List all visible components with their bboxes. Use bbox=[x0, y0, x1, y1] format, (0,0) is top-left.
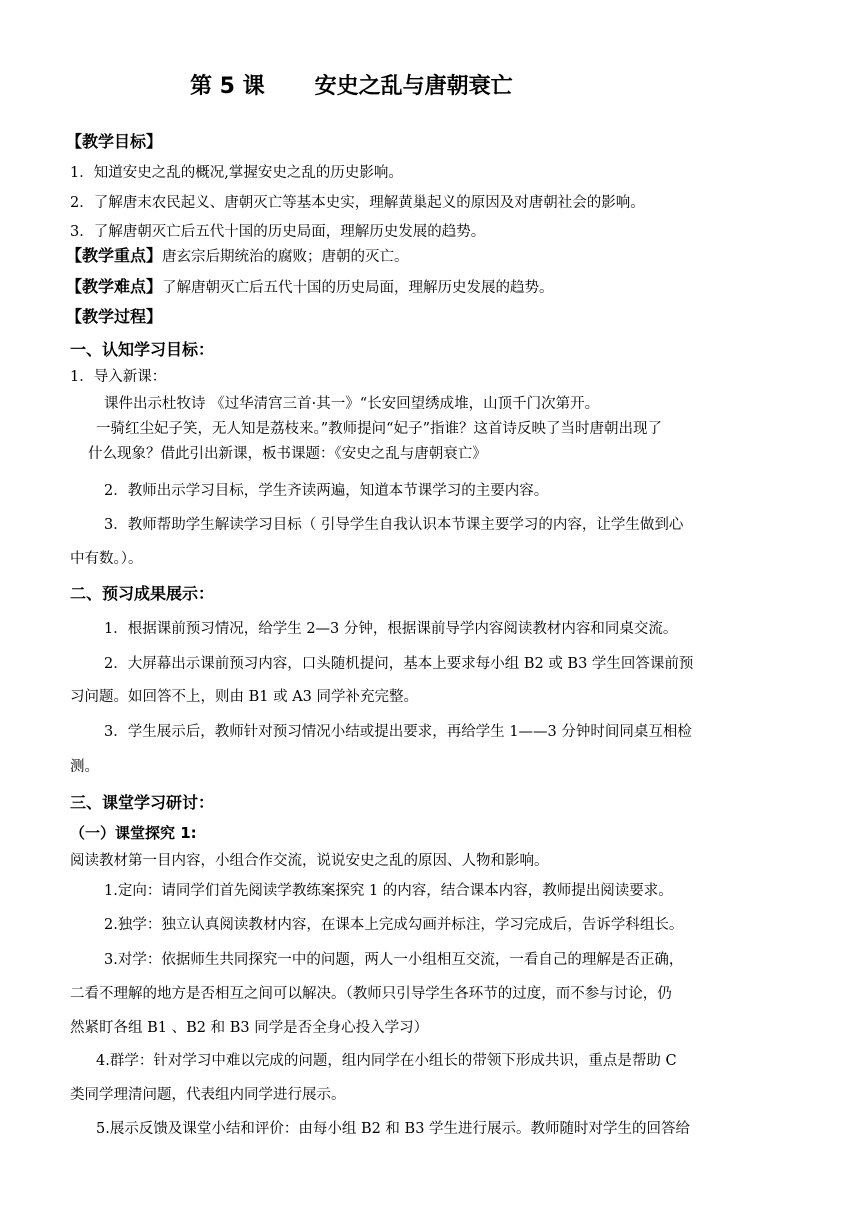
section3-line: 二看不理解的地方是否相互之间可以解决。（教师只引导学生各环节的过度，而不参与讨论，仍 bbox=[70, 986, 672, 1002]
lesson-name: 安史之乱与唐朝衰亡 bbox=[314, 74, 513, 99]
section3-sub-heading: （一）课堂探究 1: bbox=[70, 824, 197, 842]
section1-line: 一骑红尘妃子笑，无人知是荔枝来。”教师提问“妃子”指谁？这首诗反映了当时唐朝出现了 bbox=[96, 421, 662, 437]
section1-line: 1．导入新课： bbox=[70, 369, 167, 385]
section2-line: 习问题。如回答不上，则由 B1 或 A3 同学补充完整。 bbox=[70, 689, 419, 705]
section2-line: 测。 bbox=[70, 759, 99, 775]
section1-line: 中有数。）。 bbox=[70, 551, 143, 567]
page-title bbox=[190, 72, 513, 102]
difficulty bbox=[66, 276, 554, 299]
lesson-number: 第 5 课 bbox=[190, 74, 265, 99]
section2-heading: 二、预习成果展示： bbox=[70, 584, 215, 603]
objective-item: 1．知道安史之乱的概况,掌握安史之乱的历史影响。 bbox=[70, 165, 403, 181]
section2-line: 3．学生展示后，教师针对预习情况小结或提出要求，再给学生 1——3 分钟时间同桌互相检 bbox=[104, 724, 692, 740]
section1-line: 3．教师帮助学生解读学习目标（ 引导学生自我认识本节课主要学习的内容，让学生做到心 bbox=[104, 517, 684, 533]
section1-line: 什么现象？借此引出新课，板书课题：《安史之乱与唐朝衰亡》 bbox=[88, 446, 487, 462]
objectives-heading: 【教学目标】 bbox=[66, 132, 163, 151]
key-point-text: 唐玄宗后期统治的腐败；唐朝的灭亡。 bbox=[162, 249, 409, 265]
section3-line: 4.群学：针对学习中难以完成的问题，组内同学在小组长的带领下形成共识，重点是帮助 C bbox=[96, 1053, 677, 1069]
difficulty-label: 【教学难点】 bbox=[66, 277, 163, 296]
section3-line: 然紧盯各组 B1 、B2 和 B3 同学是否全身心投入学习） bbox=[70, 1020, 429, 1036]
section3-line: 类同学理清问题，代表组内同学进行展示。 bbox=[70, 1087, 346, 1103]
section3-line: 1.定向：请同学们首先阅读学教练案探究 1 的内容，结合课本内容，教师提出阅读要求。 bbox=[104, 883, 673, 899]
section3-line: 阅读教材第一目内容，小组合作交流，说说安史之乱的原因、人物和影响。 bbox=[70, 853, 549, 869]
key-point-label: 【教学重点】 bbox=[66, 246, 163, 265]
section2-line: 2．大屏幕出示课前预习内容，口头随机提问，基本上要求每小组 B2 或 B3 学生回答课前预 bbox=[104, 656, 694, 672]
section3-line: 2.独学：独立认真阅读教材内容，在课本上完成勾画并标注，学习完成后，告诉学科组长。 bbox=[104, 917, 684, 933]
section1-heading: 一、认知学习目标： bbox=[70, 340, 215, 359]
process-heading: 【教学过程】 bbox=[66, 307, 163, 326]
section3-heading: 三、课堂学习研讨： bbox=[70, 793, 215, 812]
objective-item: 2．了解唐末农民起义、唐朝灭亡等基本史实，理解黄巢起义的原因及对唐朝社会的影响。 bbox=[70, 195, 645, 211]
section1-line: 2．教师出示学习目标，学生齐读两遍，知道本节课学习的主要内容。 bbox=[104, 483, 549, 499]
section1-line: 课件出示杜牧诗 《过华清宫三首·其一》“长安回望绣成堆，山顶千门次第开。 bbox=[104, 396, 600, 412]
key-point bbox=[66, 245, 409, 268]
difficulty-text: 了解唐朝灭亡后五代十国的历史局面，理解历史发展的趋势。 bbox=[162, 280, 554, 296]
section3-line: 3.对学：依据师生共同探究一中的问题，两人一小组相互交流，一看自己的理解是否正确， bbox=[104, 952, 684, 968]
section2-line: 1．根据课前预习情况，给学生 2—3 分钟，根据课前导学内容阅读教材内容和同桌交流。 bbox=[104, 621, 678, 637]
section3-line: 5.展示反馈及课堂小结和评价：由每小组 B2 和 B3 学生进行展示。教师随时对学生的回答给 bbox=[96, 1121, 691, 1137]
objective-item: 3．了解唐朝灭亡后五代十国的历史局面，理解历史发展的趋势。 bbox=[70, 224, 486, 240]
